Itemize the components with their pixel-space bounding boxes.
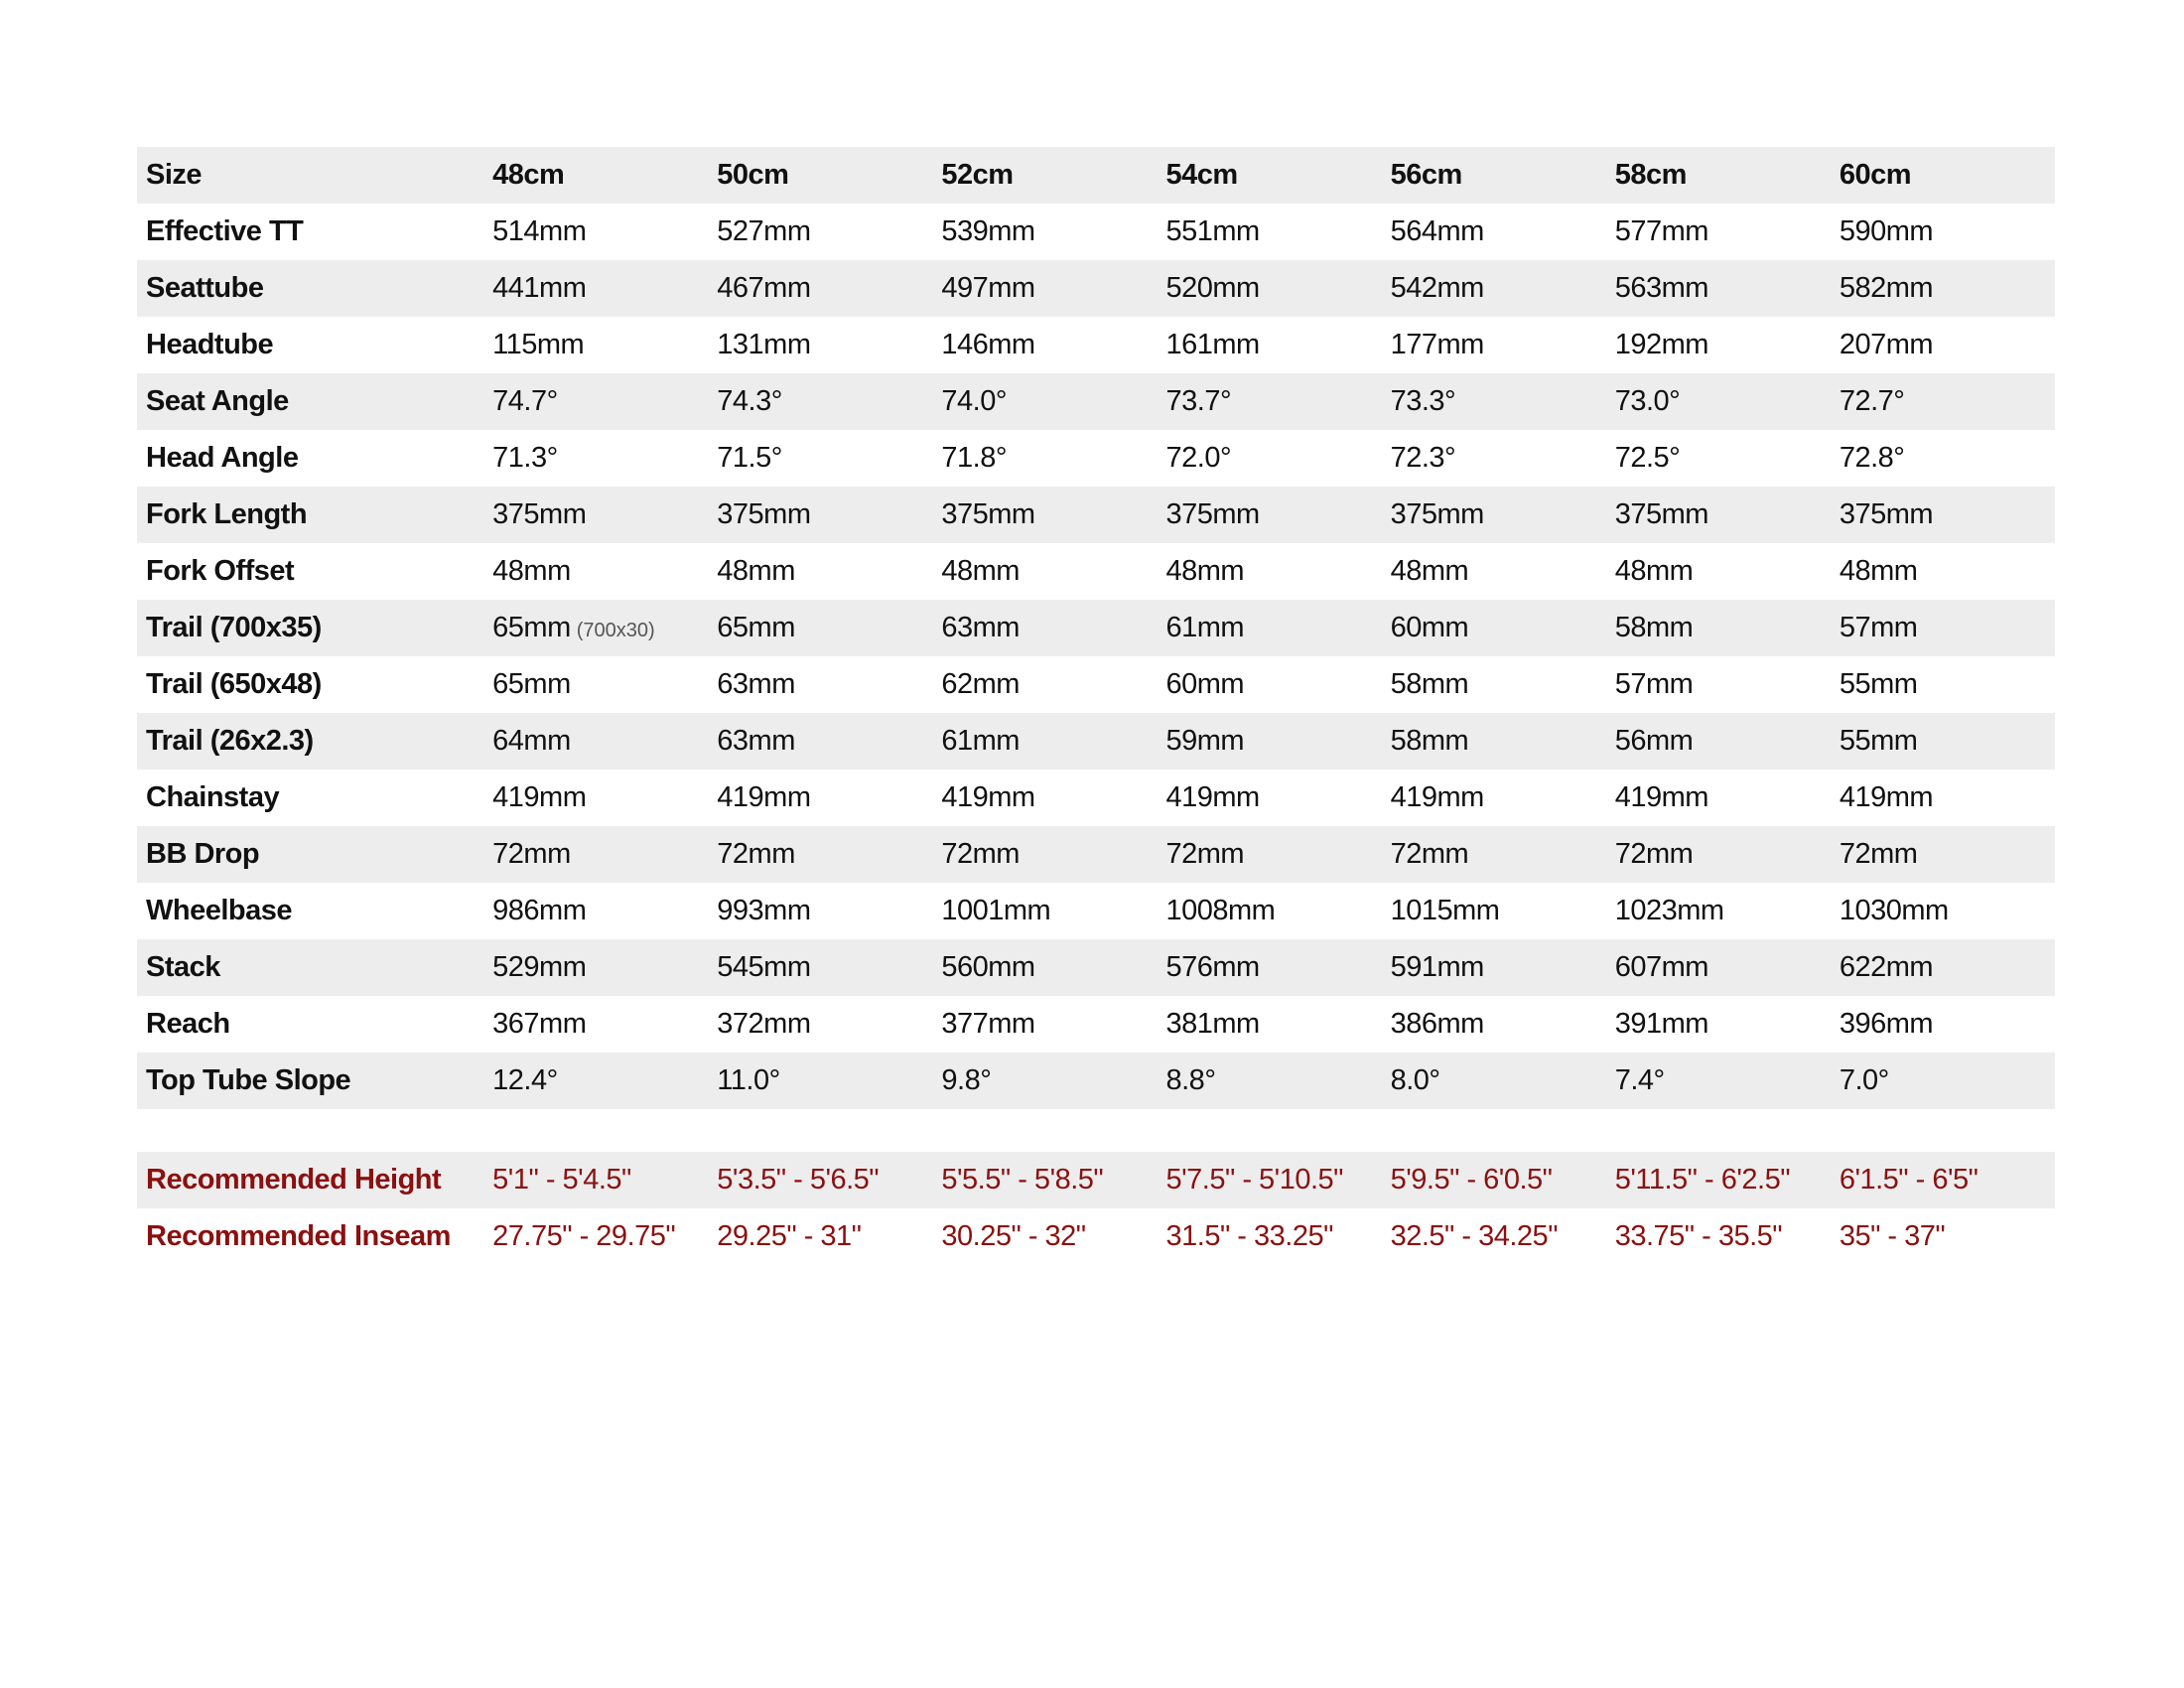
table-cell: 29.25" - 31" (717, 1220, 862, 1252)
table-cell: 375mm (708, 487, 932, 543)
table-cell: 73.3° (1382, 373, 1606, 430)
table-cell: 577mm (1614, 215, 1708, 247)
recommended-inseam-row (137, 1208, 2055, 1265)
table-cell: 1001mm (941, 895, 1051, 926)
table-cell: 71.3° (492, 442, 558, 474)
table-cell: 55mm (1831, 713, 2055, 770)
size-header-row (137, 147, 2055, 204)
table-cell: 72mm (932, 826, 1157, 883)
table-cell: 73.7° (1158, 373, 1382, 430)
table-cell: 27.75" - 29.75" (492, 1220, 676, 1252)
table-cell: 1015mm (1390, 895, 1500, 926)
table-cell: 48mm (1390, 555, 1469, 587)
table-cell: 58mm (1382, 713, 1606, 770)
row-label: Fork Offset (146, 555, 295, 587)
size-header-cell: 56cm (1382, 147, 1606, 204)
table-cell: 48mm (1614, 555, 1694, 587)
table-cell: 986mm (492, 895, 587, 926)
table-row (137, 883, 2055, 939)
table-cell: 9.8° (932, 1053, 1157, 1109)
table-cell: 48mm (1839, 555, 1918, 587)
table-cell: 32.5" - 34.25" (1390, 1220, 1558, 1252)
row-label: Top Tube Slope (137, 1053, 483, 1109)
table-cell: 527mm (717, 215, 811, 247)
table-cell: 30.25" - 32" (941, 1220, 1086, 1252)
row-label: Wheelbase (146, 895, 292, 926)
table-cell: 71.5° (717, 442, 782, 474)
row-label: Recommended Height (137, 1152, 483, 1208)
geometry-table (137, 147, 2055, 1109)
table-cell: 72mm (1382, 826, 1606, 883)
row-label: Recommended Inseam (146, 1220, 451, 1252)
row-label: Trail (26x2.3) (137, 713, 483, 770)
table-cell: 72mm (1158, 826, 1382, 883)
table-row (137, 204, 2055, 260)
table-cell: 5'11.5" - 6'2.5" (1606, 1152, 1831, 1208)
table-row (137, 1053, 2055, 1109)
table-row (137, 487, 2055, 543)
table-cell: 11.0° (708, 1053, 932, 1109)
table-cell: 1030mm (1839, 895, 1949, 926)
table-cell: 375mm (1831, 487, 2055, 543)
row-label: Stack (137, 939, 483, 996)
table-cell: 386mm (1390, 1008, 1484, 1040)
table-cell: 207mm (1839, 329, 1934, 360)
table-row (137, 939, 2055, 996)
table-row (137, 826, 2055, 883)
row-label: Headtube (146, 329, 274, 360)
table-cell: 545mm (708, 939, 932, 996)
table-row (137, 430, 2055, 487)
table-cell: 8.8° (1158, 1053, 1382, 1109)
table-cell: 497mm (932, 260, 1157, 317)
table-cell: 7.4° (1606, 1053, 1831, 1109)
table-row (137, 260, 2055, 317)
table-cell: 7.0° (1831, 1053, 2055, 1109)
table-cell: 560mm (932, 939, 1157, 996)
row-label: Seat Angle (137, 373, 483, 430)
table-cell: 591mm (1382, 939, 1606, 996)
table-cell: 61mm (932, 713, 1157, 770)
table-cell: 551mm (1165, 215, 1260, 247)
table-cell: 441mm (483, 260, 708, 317)
size-header-cell: 52cm (932, 147, 1157, 204)
table-cell: 377mm (941, 1008, 1035, 1040)
table-cell: 582mm (1831, 260, 2055, 317)
table-cell: 419mm (717, 781, 811, 813)
row-label: Fork Length (137, 487, 483, 543)
table-cell: 60mm (1165, 668, 1245, 700)
table-cell: 72.5° (1614, 442, 1681, 474)
table-cell: 607mm (1606, 939, 1831, 996)
row-label: Head Angle (146, 442, 299, 474)
table-cell: 367mm (492, 1008, 587, 1040)
table-cell: 58mm (1606, 600, 1831, 656)
table-cell: 381mm (1165, 1008, 1260, 1040)
size-header-cell: 60cm (1831, 147, 2055, 204)
table-cell: 5'9.5" - 6'0.5" (1382, 1152, 1606, 1208)
table-cell: 71.8° (941, 442, 1007, 474)
size-header-cell: 54cm (1158, 147, 1382, 204)
row-label: BB Drop (137, 826, 483, 883)
table-cell: 146mm (941, 329, 1035, 360)
table-cell: 74.7° (483, 373, 708, 430)
table-cell: 1023mm (1614, 895, 1724, 926)
cell-value: 65mm (492, 612, 571, 643)
row-label: Trail (650x48) (146, 668, 322, 700)
table-cell: 467mm (708, 260, 932, 317)
table-row (137, 317, 2055, 373)
table-cell: 48mm (941, 555, 1020, 587)
table-cell: 58mm (1390, 668, 1469, 700)
table-cell: 64mm (483, 713, 708, 770)
table-cell: 63mm (932, 600, 1157, 656)
table-cell: 63mm (717, 668, 795, 700)
table-cell: 65mm (708, 600, 932, 656)
table-row (137, 770, 2055, 826)
table-row (137, 600, 2055, 656)
table-cell: 375mm (932, 487, 1157, 543)
table-cell: 419mm (492, 781, 587, 813)
size-header-cell: 48cm (483, 147, 708, 204)
table-cell: 529mm (483, 939, 708, 996)
table-cell: 59mm (1158, 713, 1382, 770)
table-cell: 5'7.5" - 5'10.5" (1158, 1152, 1382, 1208)
table-cell: 48mm (1165, 555, 1245, 587)
table-cell: 131mm (717, 329, 811, 360)
table-cell: 55mm (1839, 668, 1918, 700)
table-cell: 177mm (1390, 329, 1484, 360)
table-cell: 372mm (717, 1008, 811, 1040)
table-cell: 6'1.5" - 6'5" (1831, 1152, 2055, 1208)
table-cell: 542mm (1382, 260, 1606, 317)
table-cell: 5'1" - 5'4.5" (483, 1152, 708, 1208)
table-cell: 564mm (1390, 215, 1484, 247)
table-cell: 161mm (1165, 329, 1260, 360)
row-label: Seattube (137, 260, 483, 317)
row-label: Effective TT (146, 215, 304, 247)
table-cell: 396mm (1839, 1008, 1934, 1040)
table-cell: 375mm (483, 487, 708, 543)
size-header-cell: 50cm (708, 147, 932, 204)
table-cell: 72mm (1606, 826, 1831, 883)
table-cell: 72.0° (1165, 442, 1232, 474)
row-label: Chainstay (146, 781, 280, 813)
table-cell: 115mm (492, 329, 585, 360)
table-cell: 993mm (717, 895, 811, 926)
table-cell: 576mm (1158, 939, 1382, 996)
table-cell: 192mm (1614, 329, 1708, 360)
table-cell: 419mm (1390, 781, 1484, 813)
table-cell: 419mm (1614, 781, 1708, 813)
table-cell: 375mm (1382, 487, 1606, 543)
table-cell: 57mm (1831, 600, 2055, 656)
table-cell: 35" - 37" (1839, 1220, 1946, 1252)
size-header-label: Size (137, 147, 483, 204)
table-cell: 72mm (708, 826, 932, 883)
size-header-cell: 58cm (1606, 147, 1831, 204)
table-cell: 65mm (492, 668, 571, 700)
table-row (137, 996, 2055, 1053)
table-cell: 419mm (941, 781, 1035, 813)
table-cell: 622mm (1831, 939, 2055, 996)
table-cell: 48mm (717, 555, 795, 587)
table-cell: 48mm (492, 555, 571, 587)
table-cell: 539mm (941, 215, 1035, 247)
table-cell: 419mm (1165, 781, 1260, 813)
table-cell: 74.0° (932, 373, 1157, 430)
table-cell: 61mm (1158, 600, 1382, 656)
table-cell (483, 600, 708, 656)
table-cell: 72.3° (1390, 442, 1456, 474)
table-cell: 31.5" - 33.25" (1165, 1220, 1333, 1252)
table-cell: 62mm (941, 668, 1020, 700)
table-cell: 12.4° (483, 1053, 708, 1109)
table-row (137, 543, 2055, 600)
table-cell: 73.0° (1606, 373, 1831, 430)
table-cell: 72mm (483, 826, 708, 883)
table-cell: 375mm (1158, 487, 1382, 543)
table-cell: 72.8° (1839, 442, 1905, 474)
table-cell: 419mm (1839, 781, 1934, 813)
table-cell: 8.0° (1382, 1053, 1606, 1109)
table-row (137, 713, 2055, 770)
table-cell: 391mm (1614, 1008, 1708, 1040)
table-cell: 5'5.5" - 5'8.5" (932, 1152, 1157, 1208)
table-cell: 520mm (1158, 260, 1382, 317)
row-label: Reach (146, 1008, 230, 1040)
table-row (137, 373, 2055, 430)
table-cell: 56mm (1606, 713, 1831, 770)
recommended-height-row (137, 1152, 2055, 1208)
table-cell: 5'3.5" - 5'6.5" (708, 1152, 932, 1208)
fit-recommendation-table (137, 1152, 2055, 1265)
table-cell: 1008mm (1165, 895, 1276, 926)
table-cell: 57mm (1614, 668, 1694, 700)
table-cell: 72mm (1831, 826, 2055, 883)
table-cell: 63mm (708, 713, 932, 770)
table-cell: 590mm (1839, 215, 1934, 247)
table-cell: 74.3° (708, 373, 932, 430)
table-cell: 33.75" - 35.5" (1614, 1220, 1783, 1252)
table-cell: 375mm (1606, 487, 1831, 543)
table-cell: 514mm (492, 215, 587, 247)
tire-size-note: (700x30) (576, 620, 655, 641)
table-row (137, 656, 2055, 713)
table-cell: 72.7° (1831, 373, 2055, 430)
table-cell: 60mm (1382, 600, 1606, 656)
table-cell: 563mm (1606, 260, 1831, 317)
row-label: Trail (700x35) (137, 600, 483, 656)
